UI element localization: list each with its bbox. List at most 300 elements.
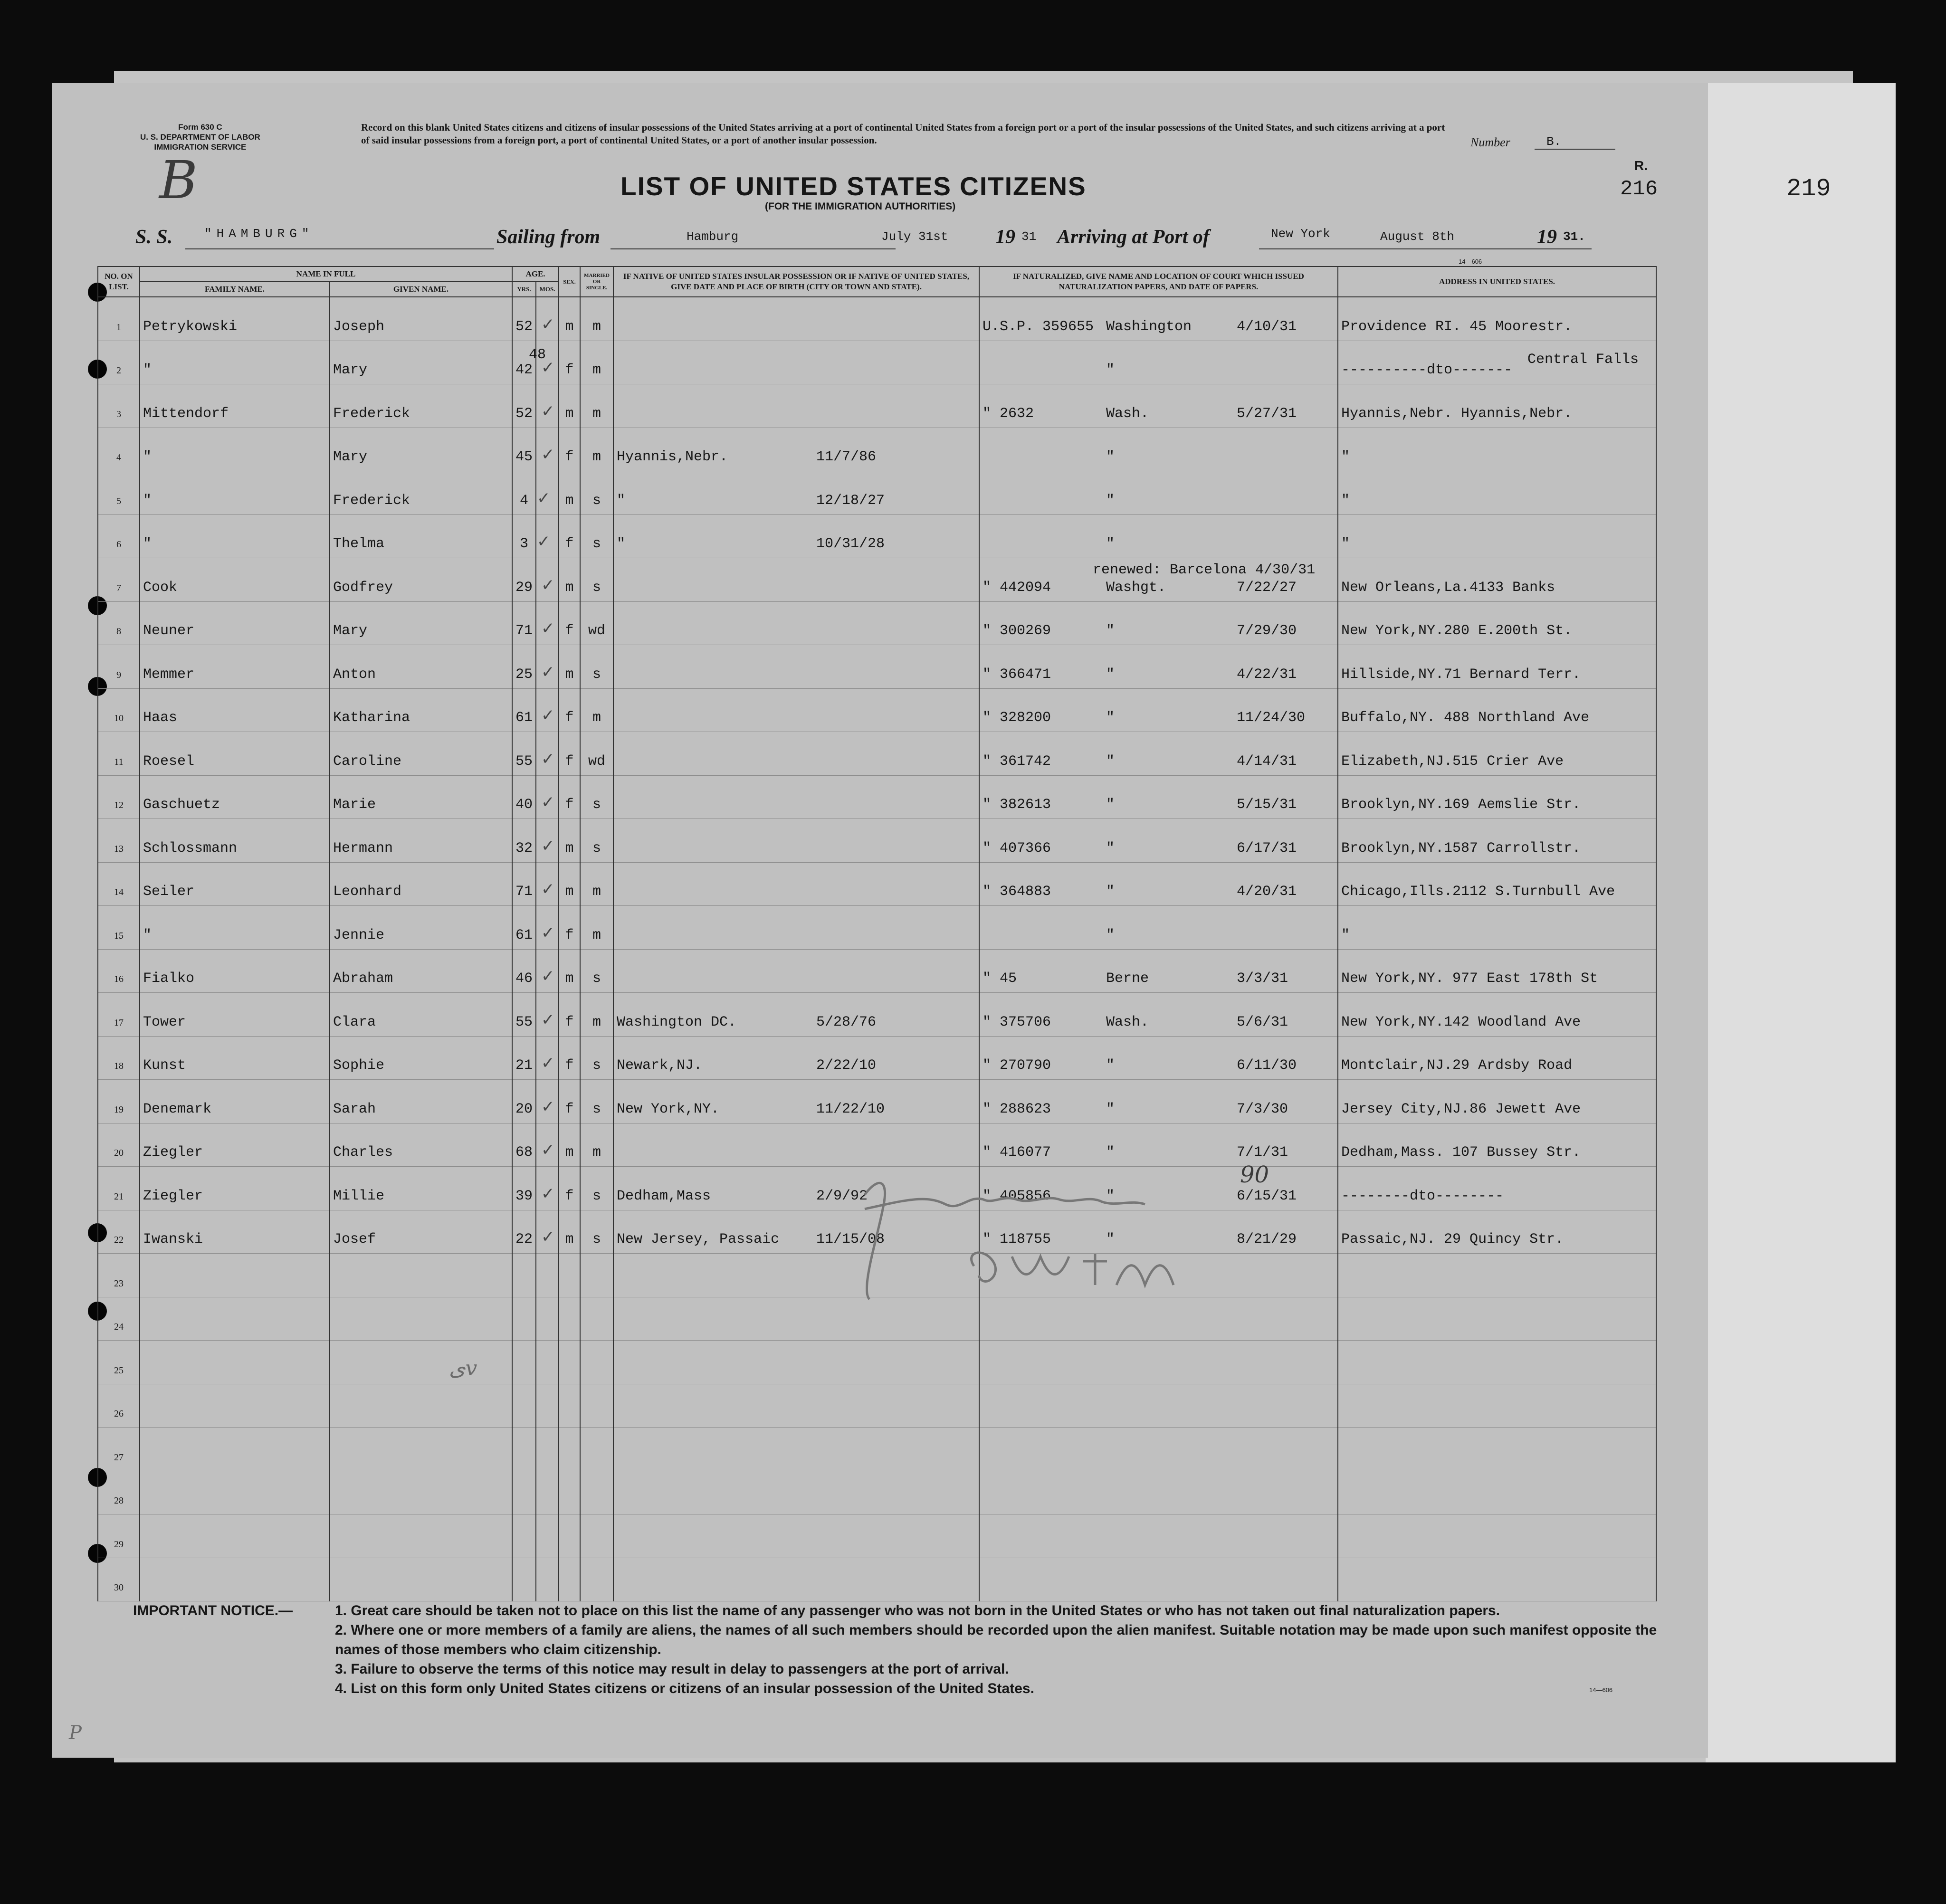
marital-status: m	[580, 1123, 613, 1167]
given-name: Frederick	[330, 384, 512, 428]
table-row	[98, 428, 1656, 471]
age-months	[536, 1384, 559, 1428]
col-mos-header: MOS.	[536, 282, 559, 297]
marital-status	[580, 1471, 613, 1514]
row-number: 26	[98, 1384, 140, 1428]
birth-info	[613, 558, 979, 602]
sex	[559, 1471, 580, 1514]
age-years: 71 ✓	[512, 601, 536, 645]
address: New York,NY.142 Woodland Ave	[1338, 993, 1656, 1037]
naturalization-number: " 118755	[983, 1231, 1051, 1247]
row-number: 5	[98, 471, 140, 515]
handwritten-mark: ىv	[449, 1356, 477, 1380]
sex	[559, 1514, 580, 1558]
age-years: 21 ✓	[512, 1036, 536, 1080]
naturalization-date: 5/27/31	[1237, 405, 1297, 422]
address	[1338, 1341, 1656, 1384]
family-name: Kunst	[140, 1036, 330, 1080]
marital-status: m	[580, 688, 613, 732]
naturalization-court: "	[1106, 1057, 1115, 1074]
family-name	[140, 1384, 330, 1428]
row-number: 14	[98, 862, 140, 906]
naturalization-info	[979, 1080, 1338, 1123]
table-row	[98, 1514, 1656, 1558]
family-name: Neuner	[140, 601, 330, 645]
birth-info	[613, 471, 979, 515]
sex: f	[559, 1080, 580, 1123]
age-years: 25 ✓	[512, 645, 536, 689]
table-row	[98, 1036, 1656, 1080]
given-name: Jennie	[330, 906, 512, 950]
address-annotation: Central Falls	[1527, 352, 1639, 368]
naturalization-court: Washington	[1106, 318, 1192, 335]
row-number: 28	[98, 1471, 140, 1514]
naturalization-court: "	[1106, 1188, 1115, 1204]
given-name	[330, 1384, 512, 1428]
form-print-code-bottom: 14—606	[1589, 1686, 1613, 1694]
row-number: 9	[98, 645, 140, 689]
given-name: Caroline	[330, 732, 512, 776]
naturalization-date: 3/3/31	[1237, 971, 1288, 987]
naturalization-number: " 382613	[983, 797, 1051, 813]
row-number: 4	[98, 428, 140, 471]
naturalization-info	[979, 949, 1338, 993]
given-name: Joseph	[330, 297, 512, 341]
naturalization-number: " 442094	[983, 579, 1051, 596]
sex: m	[559, 471, 580, 515]
given-name: Abraham	[330, 949, 512, 993]
given-name	[330, 1514, 512, 1558]
notice-list	[335, 1601, 1684, 1698]
sex: m	[559, 558, 580, 602]
naturalization-court: "	[1106, 1101, 1115, 1117]
naturalization-number: U.S.P. 359655	[983, 318, 1094, 335]
given-name: Leonhard	[330, 862, 512, 906]
age-years	[512, 1471, 536, 1514]
age-years: 52 ✓	[512, 384, 536, 428]
check-mark: ✓	[541, 836, 555, 856]
naturalization-court: "	[1106, 492, 1115, 509]
sailing-from-port: Hamburg	[687, 229, 739, 244]
family-name: Ziegler	[140, 1123, 330, 1167]
naturalization-court: "	[1106, 884, 1115, 900]
marital-status: s	[580, 1080, 613, 1123]
family-name: Iwanski	[140, 1210, 330, 1254]
page-title: LIST OF UNITED STATES CITIZENS	[620, 171, 1087, 201]
row-number: 19	[98, 1080, 140, 1123]
birth-info	[613, 297, 979, 341]
table-row	[98, 1471, 1656, 1514]
handwritten-signature	[850, 1166, 1240, 1309]
family-name	[140, 1254, 330, 1297]
marital-status: m	[580, 862, 613, 906]
naturalization-court: "	[1106, 449, 1115, 465]
table-row	[98, 949, 1656, 993]
birth-info	[613, 384, 979, 428]
family-name: Seiler	[140, 862, 330, 906]
naturalization-date: 6/17/31	[1237, 840, 1297, 857]
record-instructions: Record on this blank United States citizens and citizens of insular possessions of the United States arriving at a port of continental United States from a foreign port or a port of the insular possessions of the United States, and such citizens arriving at a port of said insular possessions from a foreign port, a port of continental United States, or a port of another insular possession.	[361, 122, 1445, 146]
family-name: Memmer	[140, 645, 330, 689]
given-name	[330, 1254, 512, 1297]
table-row	[98, 688, 1656, 732]
naturalization-info	[979, 601, 1338, 645]
col-naturalized-header: IF NATURALIZED, GIVE NAME AND LOCATION OF COURT WHICH ISSUED NATURALIZATION PAPERS, AND DATE OF PAPERS.	[979, 267, 1338, 297]
table-row	[98, 775, 1656, 819]
margin-mark: P	[69, 1722, 82, 1744]
address: Chicago,Ills.2112 S.Turnbull Ave	[1338, 862, 1656, 906]
col-birth-header: IF NATIVE OF UNITED STATES INSULAR POSSESSION OR IF NATIVE OF UNITED STATES, GIVE DATE AND PLACE OF BIRTH (CITY OR TOWN AND STATE).	[613, 267, 979, 297]
sex	[559, 1254, 580, 1297]
age-years	[512, 1558, 536, 1601]
naturalization-court: Washgt.	[1106, 579, 1166, 596]
naturalization-date: 5/15/31	[1237, 797, 1297, 813]
naturalization-info	[979, 1514, 1338, 1558]
check-mark: ✓	[541, 1228, 555, 1247]
naturalization-court: "	[1106, 536, 1115, 552]
family-name: Mittendorf	[140, 384, 330, 428]
marital-status: s	[580, 514, 613, 558]
naturalization-date: 7/1/31	[1237, 1144, 1288, 1161]
address: ----------dto-------	[1338, 341, 1656, 384]
naturalization-number: " 328200	[983, 710, 1051, 726]
birth-info	[613, 862, 979, 906]
check-mark: ✓	[541, 314, 555, 334]
birth-date: 10/31/28	[816, 536, 885, 552]
col-sex-header: SEX.	[559, 267, 580, 297]
family-name	[140, 1471, 330, 1514]
sex	[559, 1384, 580, 1428]
address: New Orleans,La.4133 Banks	[1338, 558, 1656, 602]
sex: f	[559, 428, 580, 471]
address: Brooklyn,NY.1587 Carrollstr.	[1338, 819, 1656, 863]
address: Hyannis,Nebr. Hyannis,Nebr.	[1338, 384, 1656, 428]
naturalization-info	[979, 1341, 1338, 1384]
given-name: Sarah	[330, 1080, 512, 1123]
birth-info	[613, 993, 979, 1037]
sex	[559, 1428, 580, 1471]
marital-status: s	[580, 471, 613, 515]
marital-status	[580, 1514, 613, 1558]
row-number: 20	[98, 1123, 140, 1167]
given-name	[330, 1341, 512, 1384]
check-mark: ✓	[537, 532, 551, 551]
marital-status	[580, 1297, 613, 1341]
r-label: R.	[1634, 158, 1648, 173]
naturalization-date: 4/10/31	[1237, 318, 1297, 335]
address: Montclair,NJ.29 Ardsby Road	[1338, 1036, 1656, 1080]
marital-status: m	[580, 297, 613, 341]
check-mark: ✓	[541, 358, 555, 377]
check-mark: ✓	[541, 1097, 555, 1116]
form-code: Form 630 C	[178, 123, 222, 132]
given-name	[330, 1471, 512, 1514]
number-value: B.	[1546, 134, 1562, 149]
table-row	[98, 341, 1656, 384]
family-name	[140, 1514, 330, 1558]
address: Dedham,Mass. 107 Bussey Str.	[1338, 1123, 1656, 1167]
age-years: 46 ✓	[512, 949, 536, 993]
address: Providence RI. 45 Moorestr.	[1338, 297, 1656, 341]
age-years: 45 ✓	[512, 428, 536, 471]
birth-info	[613, 688, 979, 732]
check-mark: ✓	[541, 967, 555, 986]
birth-info	[613, 819, 979, 863]
birth-date: 11/22/10	[816, 1101, 885, 1117]
ship-name: "HAMBURG"	[204, 227, 314, 241]
age-years: 55 ✓	[512, 993, 536, 1037]
age-years	[512, 1428, 536, 1471]
sex: f	[559, 775, 580, 819]
row-number: 16	[98, 949, 140, 993]
naturalization-court: "	[1106, 927, 1115, 943]
marital-status: s	[580, 558, 613, 602]
marital-status	[580, 1254, 613, 1297]
birth-info	[613, 949, 979, 993]
family-name: Haas	[140, 688, 330, 732]
sailing-year-prefix: 19	[995, 226, 1015, 248]
age-years: 32 ✓	[512, 819, 536, 863]
row-number: 27	[98, 1428, 140, 1471]
age-years: 61 ✓	[512, 688, 536, 732]
sex: m	[559, 384, 580, 428]
family-name: Ziegler	[140, 1167, 330, 1210]
address: Elizabeth,NJ.515 Crier Ave	[1338, 732, 1656, 776]
row-number: 8	[98, 601, 140, 645]
form-department: U. S. DEPARTMENT OF LABOR	[140, 133, 260, 142]
naturalization-number: " 366471	[983, 666, 1051, 683]
birth-date: 12/18/27	[816, 492, 885, 509]
sex	[559, 1297, 580, 1341]
row-number: 2	[98, 341, 140, 384]
marital-status: m	[580, 993, 613, 1037]
naturalization-court: "	[1106, 1144, 1115, 1161]
number-underline	[1535, 149, 1615, 150]
notice-item: 2. Where one or more members of a family are aliens, the names of all such members should be recorded upon the alien manifest. Suitable notation may be made upon such manifest opposite the names of those members who claim citizenship.	[335, 1622, 1657, 1657]
adjacent-page-number: 219	[1786, 175, 1831, 203]
row-number: 29	[98, 1514, 140, 1558]
marital-status: wd	[580, 601, 613, 645]
col-age-header: AGE.	[512, 267, 559, 282]
table-row	[98, 297, 1656, 341]
given-name	[330, 1297, 512, 1341]
notice-lead: IMPORTANT NOTICE.—	[133, 1603, 293, 1618]
given-name: Anton	[330, 645, 512, 689]
check-mark: ✓	[541, 880, 555, 899]
family-name: "	[140, 428, 330, 471]
family-name: "	[140, 471, 330, 515]
birth-info	[613, 601, 979, 645]
table-row	[98, 819, 1656, 863]
birth-place: New York,NY.	[617, 1101, 720, 1117]
row-number: 11	[98, 732, 140, 776]
naturalization-info	[979, 645, 1338, 689]
given-name: Josef	[330, 1210, 512, 1254]
naturalization-info	[979, 688, 1338, 732]
birth-date: 5/28/76	[816, 1014, 877, 1030]
birth-place: "	[617, 492, 626, 509]
age-years	[512, 1341, 536, 1384]
given-name: Sophie	[330, 1036, 512, 1080]
age-years	[512, 1297, 536, 1341]
form-code-block	[140, 122, 260, 152]
row-number: 22	[98, 1210, 140, 1254]
naturalization-info	[979, 906, 1338, 950]
family-name: Roesel	[140, 732, 330, 776]
birth-info	[613, 1471, 979, 1514]
naturalization-number: " 375706	[983, 1014, 1051, 1030]
given-name: Katharina	[330, 688, 512, 732]
address	[1338, 1514, 1656, 1558]
naturalization-date: 8/21/29	[1237, 1231, 1297, 1247]
table-row	[98, 645, 1656, 689]
naturalization-info	[979, 428, 1338, 471]
check-mark: ✓	[541, 1141, 555, 1160]
ship-underline	[185, 248, 494, 249]
row-number: 15	[98, 906, 140, 950]
check-mark: ✓	[541, 749, 555, 769]
birth-date: 11/15/08	[816, 1231, 885, 1247]
arriving-label: Arriving at Port of	[1057, 226, 1210, 248]
row-number: 30	[98, 1558, 140, 1601]
marital-status: s	[580, 819, 613, 863]
arrival-port: New York	[1271, 227, 1330, 241]
birth-info	[613, 645, 979, 689]
age-years: 29 ✓	[512, 558, 536, 602]
col-yrs-header: YRS.	[512, 282, 536, 297]
given-name: Clara	[330, 993, 512, 1037]
naturalization-date: 4/22/31	[1237, 666, 1297, 683]
age-months	[536, 1297, 559, 1341]
naturalization-number: " 405856	[983, 1188, 1051, 1204]
naturalization-date: 6/11/30	[1237, 1057, 1297, 1074]
sex: m	[559, 1123, 580, 1167]
birth-info	[613, 906, 979, 950]
row-number: 17	[98, 993, 140, 1037]
age-years: 3 ✓	[512, 514, 536, 558]
family-name: Fialko	[140, 949, 330, 993]
address	[1338, 1471, 1656, 1514]
naturalization-date: 7/22/27	[1237, 579, 1297, 596]
sex: m	[559, 1210, 580, 1254]
birth-place: Newark,NJ.	[617, 1057, 703, 1074]
birth-info	[613, 1036, 979, 1080]
naturalization-date: 7/29/30	[1237, 623, 1297, 639]
address: Brooklyn,NY.169 Aemslie Str.	[1338, 775, 1656, 819]
naturalization-info	[979, 732, 1338, 776]
age-years	[512, 1254, 536, 1297]
age-years	[512, 1514, 536, 1558]
given-name: Thelma	[330, 514, 512, 558]
marital-status: m	[580, 384, 613, 428]
marital-status: s	[580, 645, 613, 689]
table-row	[98, 732, 1656, 776]
family-name	[140, 1297, 330, 1341]
row-number: 6	[98, 514, 140, 558]
naturalization-date: 6/15/31	[1237, 1188, 1297, 1204]
age-years: 42 ✓	[512, 341, 536, 384]
number-label: Number	[1470, 135, 1510, 149]
renewed-annotation: renewed: Barcelona 4/30/31	[1093, 562, 1316, 578]
table-row	[98, 558, 1656, 602]
row-number: 23	[98, 1254, 140, 1297]
handwritten-letter: B	[159, 150, 198, 210]
sex: m	[559, 297, 580, 341]
sex: f	[559, 993, 580, 1037]
address: New York,NY.280 E.200th St.	[1338, 601, 1656, 645]
sex: m	[559, 645, 580, 689]
birth-info	[613, 1514, 979, 1558]
address: New York,NY. 977 East 178th St	[1338, 949, 1656, 993]
sex: m	[559, 949, 580, 993]
r-value: 216	[1620, 177, 1658, 201]
address	[1338, 1428, 1656, 1471]
address: Buffalo,NY. 488 Northland Ave	[1338, 688, 1656, 732]
naturalization-number: " 407366	[983, 840, 1051, 857]
naturalization-court: Wash.	[1106, 1014, 1149, 1030]
age-months	[536, 1254, 559, 1297]
naturalization-info	[979, 1384, 1338, 1428]
arrival-date: August 8th	[1380, 229, 1455, 244]
naturalization-date: 4/14/31	[1237, 753, 1297, 770]
family-name: Schlossmann	[140, 819, 330, 863]
address: Passaic,NJ. 29 Quincy Str.	[1338, 1210, 1656, 1254]
naturalization-date: 7/3/30	[1237, 1101, 1288, 1117]
naturalization-court: "	[1106, 1231, 1115, 1247]
given-name: Millie	[330, 1167, 512, 1210]
family-name: Cook	[140, 558, 330, 602]
table-row	[98, 1558, 1656, 1601]
col-given-header: GIVEN NAME.	[330, 282, 512, 297]
table-row	[98, 1384, 1656, 1428]
adjacent-page	[1706, 83, 1896, 1762]
table-row	[98, 906, 1656, 950]
age-correction: 48	[529, 347, 546, 363]
manifest-page	[52, 83, 1708, 1758]
naturalization-court: "	[1106, 710, 1115, 726]
naturalization-info	[979, 1471, 1338, 1514]
age-months	[536, 1514, 559, 1558]
check-mark: ✓	[541, 445, 555, 464]
family-name	[140, 1558, 330, 1601]
marital-status: wd	[580, 732, 613, 776]
birth-place: "	[617, 536, 626, 552]
family-name	[140, 1428, 330, 1471]
marital-status: s	[580, 775, 613, 819]
birth-date: 2/22/10	[816, 1057, 877, 1074]
table-row	[98, 384, 1656, 428]
naturalization-number: " 270790	[983, 1057, 1051, 1074]
notice-item: 3. Failure to observe the terms of this notice may result in delay to passengers at the port of arrival.	[335, 1661, 1009, 1677]
address: "	[1338, 471, 1656, 515]
age-years: 61 ✓	[512, 906, 536, 950]
table-row	[98, 471, 1656, 515]
form-service: IMMIGRATION SERVICE	[154, 143, 247, 152]
family-name	[140, 1341, 330, 1384]
table-row	[98, 1123, 1656, 1167]
naturalization-number: " 300269	[983, 623, 1051, 639]
naturalization-info	[979, 384, 1338, 428]
age-years: 22 ✓	[512, 1210, 536, 1254]
address	[1338, 1254, 1656, 1297]
naturalization-info	[979, 297, 1338, 341]
naturalization-info	[979, 775, 1338, 819]
check-mark: ✓	[541, 619, 555, 638]
naturalization-court: "	[1106, 362, 1115, 378]
notice-item: 1. Great care should be taken not to place on this list the name of any passenger who was not born in the United States or who has not taken out final naturalization papers.	[335, 1603, 1500, 1618]
birth-info	[613, 775, 979, 819]
table-row	[98, 601, 1656, 645]
